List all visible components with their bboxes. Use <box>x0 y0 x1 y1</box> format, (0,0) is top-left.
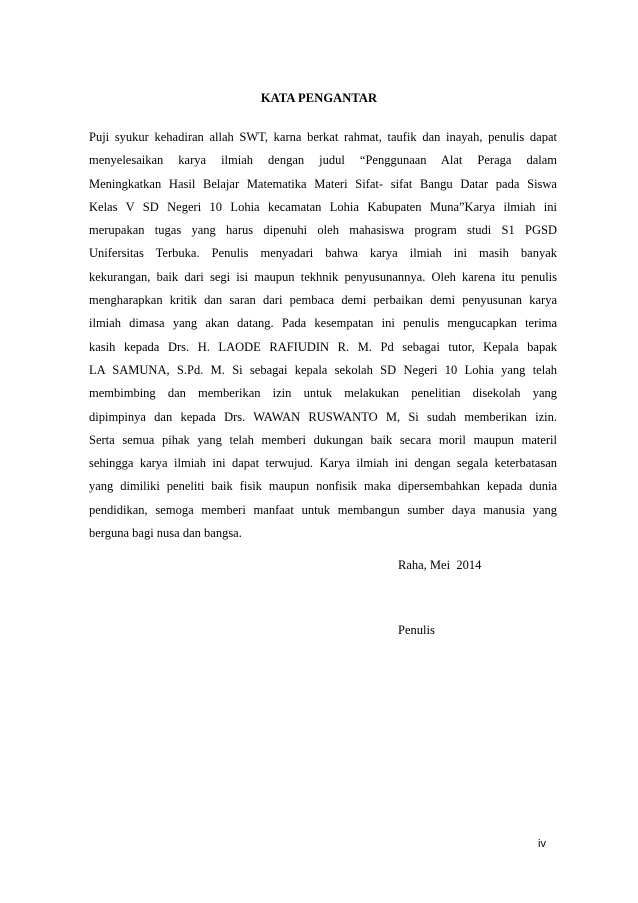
paragraph-line: sehingga karya ilmiah ini dapat terwujud. Karya ilmiah ini dengan segala keterbatasan <box>89 456 557 471</box>
paragraph-line: Meningkatkan Hasil Belajar Matematika Materi Sifat- sifat Bangu Datar pada Siswa <box>89 176 557 191</box>
paragraph-line: berguna bagi nusa dan bangsa. <box>89 526 242 541</box>
place-date: Raha, Mei 2014 <box>398 558 482 572</box>
paragraph-line: mengharapkan kritik dan saran dari pembaca demi perbaikan demi penyusunan karya <box>89 293 557 308</box>
paragraph-line: pendidikan, semoga memberi manfaat untuk membangun sumber daya manusia yang <box>89 502 557 517</box>
paragraph-line: LA SAMUNA, S.Pd. M. Si sebagai kepala sekolah SD Negeri 10 Lohia yang telah <box>89 362 557 377</box>
page-title: KATA PENGANTAR <box>260 91 378 105</box>
paragraph-line: Serta semua pihak yang telah memberi dukungan baik secara moril maupun materil <box>89 432 557 447</box>
paragraph-line: Kelas V SD Negeri 10 Lohia kecamatan Lohia Kabupaten Muna”Karya ilmiah ini <box>89 199 557 214</box>
paragraph-line: yang dimiliki peneliti baik fisik maupun nonfisik maka dipersembahkan kepada dunia <box>89 479 557 494</box>
paragraph-line: dipimpinya dan kepada Drs. WAWAN RUSWANTO M, Si sudah memberikan izin. <box>89 409 557 424</box>
paragraph-line: ilmiah dimasa yang akan datang. Pada kesempatan ini penulis mengucapkan terima <box>89 316 557 331</box>
paragraph-line: Unifersitas Terbuka. Penulis menyadari bahwa karya ilmiah ini masih banyak <box>89 246 557 261</box>
paragraph-line: kasih kepada Drs. H. LAODE RAFIUDIN R. M. Pd sebagai tutor, Kepala bapak <box>89 339 557 354</box>
paragraph-line: membimbing dan memberikan izin untuk melakukan penelitian disekolah yang <box>89 386 557 401</box>
page-number: iv <box>538 838 546 850</box>
paragraph-line: Puji syukur kehadiran allah SWT, karna berkat rahmat, taufik dan inayah, penulis dapat <box>89 130 557 144</box>
signer-label: Penulis <box>398 623 435 637</box>
body-paragraph <box>89 126 557 545</box>
paragraph-line: kekurangan, baik dari segi isi maupun tekhnik penyusunannya. Oleh karena itu penulis <box>89 269 557 284</box>
paragraph-line: menyelesaikan karya ilmiah dengan judul “Penggunaan Alat Peraga dalam <box>89 153 557 168</box>
paragraph-line: merupakan tugas yang harus dipenuhi oleh mahasiswa program studi S1 PGSD <box>89 223 557 238</box>
